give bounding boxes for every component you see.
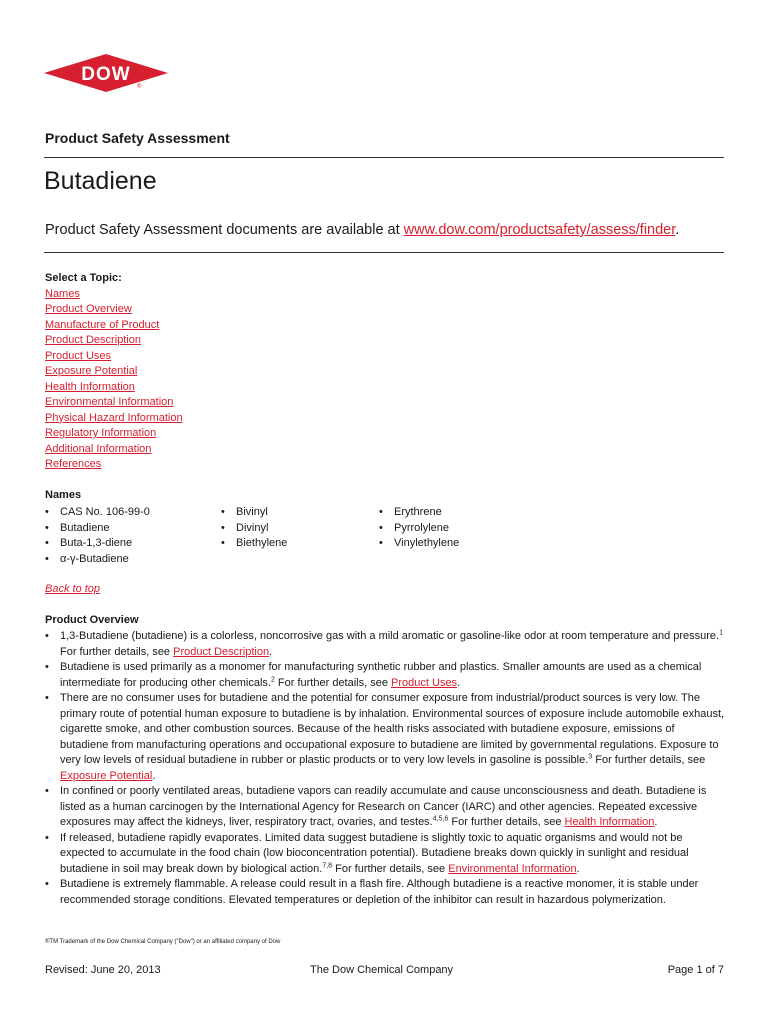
footer-company: The Dow Chemical Company (310, 964, 454, 976)
link-exposure-potential[interactable]: Exposure Potential (60, 769, 153, 782)
overview-list (45, 629, 725, 908)
names-column-2 (221, 505, 287, 552)
list-item: • Butadiene is extremely flammable. A release could result in a flash fire. Although butadiene is a reactive monomer, it is stable under recommended storage conditions. Elevated temperatures or depletion of the inhibitor can result in hazardous polymerization. (45, 877, 725, 908)
topic-link-names[interactable]: Names (45, 287, 80, 300)
dow-logo (44, 54, 168, 94)
names-heading: Names (45, 489, 82, 501)
list-item: • Butadiene is used primarily as a monomer for manufacturing synthetic rubber and plastics. Smaller amounts are used as a chemical intermediate for producing other chemicals.$^2$ For further details, see Product Uses. (45, 660, 725, 691)
list-item: • Divinyl (221, 521, 287, 537)
list-item: • If released, butadiene rapidly evaporates. Limited data suggest butadiene is slightly toxic to aquatic organisms and would not be expected to accumulate in the food chain (low bioconcentration potential). Butadiene breaks down quickly in sunlight and residual butadiene in soil may break down by biological action.$^{7,8}$ For further details, see Environmental Information. (45, 831, 725, 878)
topic-list (45, 271, 183, 473)
topic-link-manufacture[interactable]: Manufacture of Product (45, 318, 160, 331)
topic-link-references[interactable]: References (45, 458, 102, 470)
logo-text: DOW (81, 64, 131, 85)
list-item: • Bivinyl (221, 505, 287, 521)
link-health-information[interactable]: Health Information (564, 816, 655, 828)
topic-link-product-overview[interactable]: Product Overview (45, 303, 132, 315)
list-item: • In confined or poorly ventilated areas, butadiene vapors can readily accumulate and cause unconsciousness and death. Butadiene is listed as a human carcinogen by the International Agency for Research on Cancer (IARC) and other agencies. Repeated excessive exposures may affect the kidneys, liver, respiratory tract, ovaries, and testes.$^{4,5,6}$ For further details, see Health Information. (45, 784, 725, 831)
finder-link[interactable]: www.dow.com/productsafety/assess/finder (403, 222, 676, 238)
header-rule (44, 157, 724, 158)
topic-link-product-uses[interactable]: Product Uses (45, 349, 112, 362)
topic-link-additional[interactable]: Additional Information (45, 442, 152, 455)
availability-rule (44, 252, 724, 253)
list-item: • There are no consumer uses for butadiene and the potential for consumer exposure from industrial/product sources is very low. The primary route of potential human exposure to butadiene is by inhalation. Environmental sources of exposure include automobile exhaust, cigarette smoke, and other combustion sources. Because of the health risks associated with butadiene exposure, emissions of butadiene from manufacturing operations and occupational exposure to butadiene are limited by governmental regulations. Exposure to very low levels of residual butadiene in rubber or plastic products or to very low levels in gasoline is possible.$^3$ For further details, see Exposure Potential. (45, 691, 725, 784)
topic-link-physical-hazard[interactable]: Physical Hazard Information (45, 411, 183, 424)
link-product-uses[interactable]: Product Uses (391, 676, 458, 689)
registered-mark: ® (137, 84, 142, 90)
document-kind: Product Safety Assessment (45, 130, 230, 146)
revised-date: Revised: June 20, 2013 (45, 964, 161, 976)
topic-link-product-description[interactable]: Product Description (45, 334, 141, 346)
names-column-1 (45, 505, 150, 567)
list-item: • Biethylene (221, 536, 287, 552)
link-environmental-information[interactable]: Environmental Information (448, 862, 577, 875)
back-to-top-link[interactable]: Back to top (45, 583, 101, 595)
link-product-description[interactable]: Product Description (173, 645, 270, 658)
list-item: • Erythrene (379, 505, 459, 521)
names-column-3 (379, 505, 459, 552)
topic-link-exposure-potential[interactable]: Exposure Potential (45, 365, 138, 377)
availability-text: Product Safety Assessment documents are available at www.dow.com/productsafety/assess/finder. (45, 222, 680, 238)
list-item: • α-γ-Butadiene (45, 552, 150, 568)
topic-link-environmental-information[interactable]: Environmental Information (45, 396, 174, 408)
list-item: • Butadiene (45, 521, 150, 537)
list-item: • Pyrrolylene (379, 521, 459, 537)
overview-heading: Product Overview (45, 614, 139, 626)
list-item: • CAS No. 106-99-0 (45, 505, 150, 521)
page-number: Page 1 of 7 (667, 964, 724, 976)
topic-heading: Select a Topic: (45, 272, 122, 284)
list-item: • 1,3-Butadiene (butadiene) is a colorless, noncorrosive gas with a mild aromatic or gasoline-like odor at room temperature and pressure.$^1$ For further details, see Product Description. (45, 629, 725, 660)
trademark-note: ®TM Trademark of the Dow Chemical Company ("Dow") or an affiliated company of Dow (45, 939, 281, 945)
topic-link-regulatory[interactable]: Regulatory Information (45, 427, 157, 439)
list-item: • Buta-1,3-diene (45, 536, 150, 552)
topic-link-health-information[interactable]: Health Information (45, 380, 135, 393)
list-item: • Vinylethylene (379, 536, 459, 552)
page-title: Butadiene (44, 167, 157, 195)
